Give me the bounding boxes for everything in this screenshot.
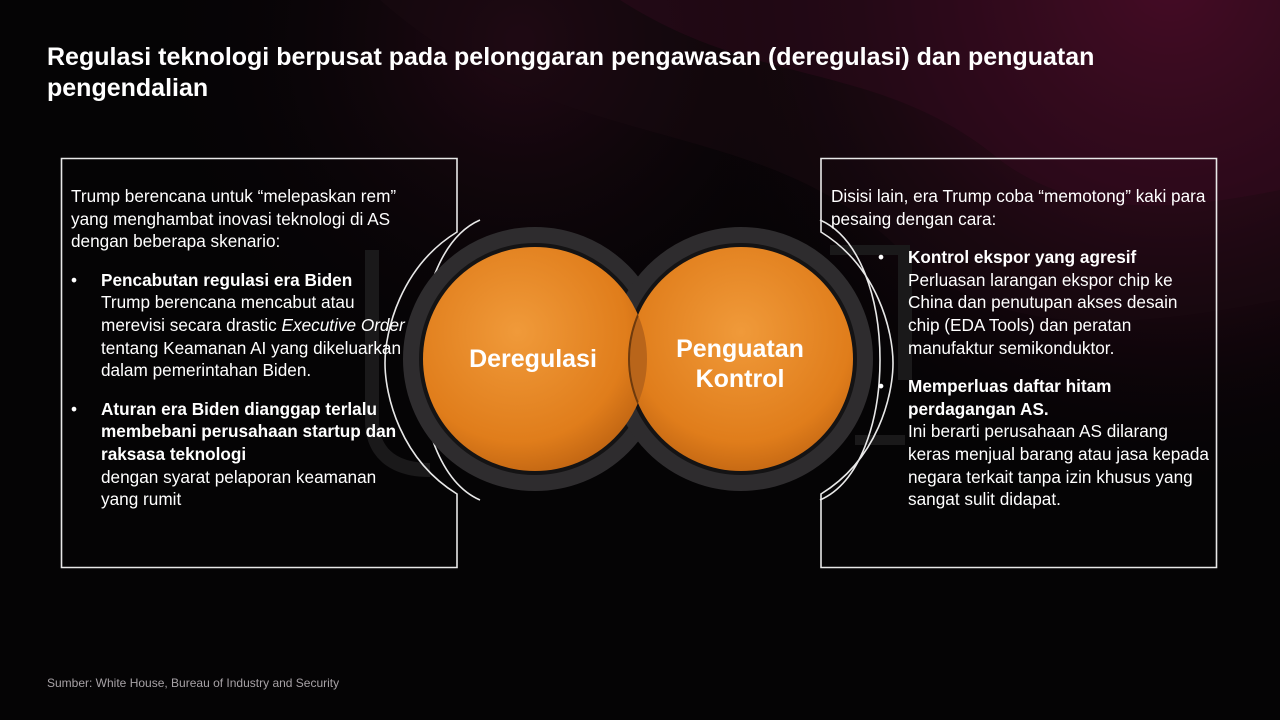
- right-panel-content: [831, 185, 1209, 527]
- bullet-title: Aturan era Biden dianggap terlalu membebani perusahaan startup dan raksasa teknologi: [101, 398, 397, 464]
- bullet-marker: •: [71, 269, 78, 290]
- bullet-text: Trump berencana mencabut atau merevisi secara drastic: [101, 292, 355, 335]
- bullet-text-continued: tentang Keamanan AI yang dikeluarkan dalam pemerintahan Biden.: [101, 337, 402, 381]
- left-panel-content: [71, 185, 416, 527]
- bullet-text: dengan syarat pelaporan keamanan yang rumit: [101, 466, 377, 510]
- bullet-title: Pencabutan regulasi era Biden: [101, 269, 353, 290]
- bullet-emphasis: Executive Order: [281, 314, 405, 335]
- bullet-title: Kontrol ekspor yang agresif: [908, 247, 1137, 268]
- left-bullet-1: [71, 269, 416, 382]
- right-bullet-2: [831, 375, 1209, 511]
- slide-title: Regulasi teknologi berpusat pada pelonggaran pengawasan (deregulasi) dan penguatan pengendalian: [47, 43, 1095, 102]
- venn-right-label: Penguatan Kontrol: [676, 335, 804, 393]
- right-panel-intro: Disisi lain, era Trump coba “memotong” kaki para pesaing dengan cara:: [831, 186, 1206, 229]
- right-panel: [820, 157, 1218, 569]
- source-note: Sumber: White House, Bureau of Industry and Security: [47, 676, 340, 690]
- left-bullet-2: [71, 398, 416, 511]
- bullet-title: Memperluas daftar hitam perdagangan AS.: [908, 376, 1112, 419]
- bullet-marker: •: [71, 398, 78, 419]
- bullet-marker: •: [878, 247, 885, 268]
- bullet-text: Perluasan larangan ekspor chip ke China dan penutupan akses desain chip (EDA Tools) dan peratan manufaktur semikonduktor.: [908, 269, 1178, 358]
- bullet-marker: •: [878, 376, 885, 397]
- left-panel-intro: Trump berencana untuk “melepaskan rem” yang menghambat inovasi teknologi di AS dengan beberapa skenario:: [71, 186, 397, 252]
- venn-left-label: Deregulasi: [469, 345, 597, 373]
- left-panel: [60, 157, 458, 569]
- left-bullet-list: [71, 269, 416, 511]
- right-bullet-list: [831, 246, 1209, 511]
- bullet-text: Ini berarti perusahaan AS dilarang keras menjual barang atau jasa kepada negara terkait tanpa izin khusus yang sangat sulit didapat.: [908, 421, 1209, 510]
- right-bullet-1: [831, 246, 1209, 359]
